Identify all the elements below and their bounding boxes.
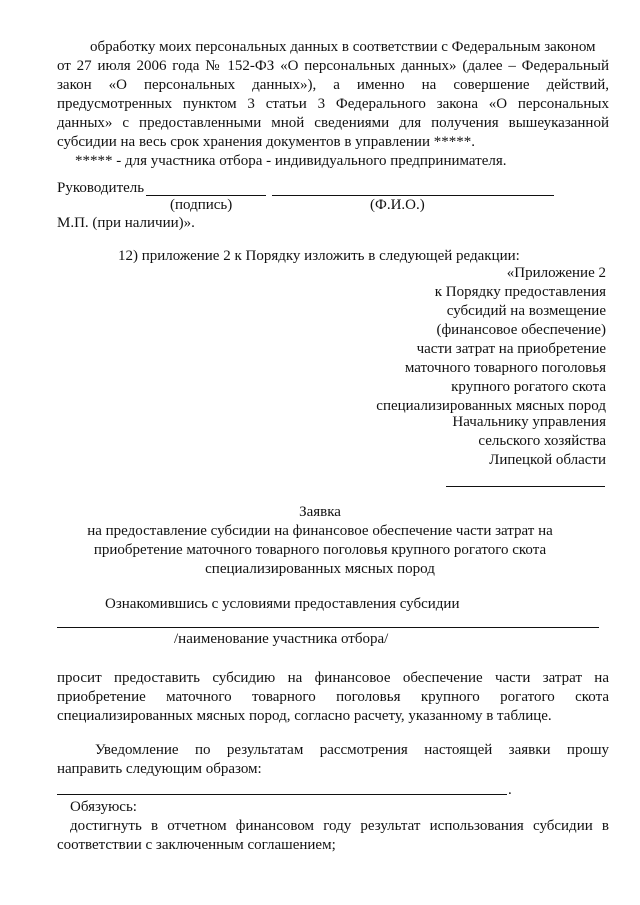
appendix-header-line: маточного товарного поголовья — [404, 360, 606, 376]
participant-name-line[interactable] — [57, 627, 599, 628]
notification-line-1: Уведомление по результатам рассмотрения настоящей заявки прошу — [95, 742, 609, 758]
head-label: Руководитель — [57, 180, 145, 196]
addressee-line: сельского хозяйства — [478, 433, 606, 449]
application-title: Заявка — [299, 504, 341, 520]
request-line-2: приобретение маточного товарного поголовья крупного рогатого скота — [57, 689, 609, 705]
footnote-text: ***** - для участника отбора - индивидуального предпринимателя. — [75, 153, 507, 169]
appendix-header-line: к Порядку предоставления — [434, 284, 606, 300]
participant-caption: /наименование участника отбора/ — [174, 631, 389, 647]
request-line-3: специализированных мясных пород, согласно расчету, указанному в таблице. — [57, 708, 552, 724]
addressee-line: Начальнику управления — [452, 414, 606, 430]
obligation-line-1: достигнуть в отчетном финансовом году результат использования субсидии в — [70, 818, 609, 834]
consent-line-3: закон «О персональных данных»), а именно на совершение действий, — [57, 77, 609, 93]
application-subtitle-line: специализированных мясных пород — [205, 561, 435, 577]
application-subtitle-line: на предоставление субсидии на финансовое обеспечение части затрат на — [87, 523, 553, 539]
appendix-header-line: субсидий на возмещение — [446, 303, 606, 319]
consent-line-4: предусмотренных пунктом 3 статьи 3 Федерального закона «О персональных — [57, 96, 609, 112]
intro-text: Ознакомившись с условиями предоставления субсидии — [105, 596, 460, 612]
consent-line-5: данных» с предоставленными мной сведениями для получения вышеуказанной — [57, 115, 609, 131]
notification-end: . — [508, 782, 512, 798]
addressee-line: Липецкой области — [489, 452, 606, 468]
application-subtitle-line: приобретение маточного товарного поголовья крупного рогатого скота — [93, 542, 547, 558]
stamp-note: М.П. (при наличии)». — [57, 215, 195, 231]
appendix-header-line: части затрат на приобретение — [416, 341, 606, 357]
notification-line-2: направить следующим образом: — [57, 761, 262, 777]
appendix-header-line: «Приложение 2 — [506, 265, 606, 281]
appendix-header-line: крупного рогатого скота — [451, 379, 606, 395]
request-line-1: просит предоставить субсидию на финансовое обеспечение части затрат на — [57, 670, 609, 686]
appendix-header-line: специализированных мясных пород — [376, 398, 606, 414]
obligation-label: Обязуюсь: — [70, 799, 137, 815]
obligation-line-2: соответствии с заключенным соглашением; — [57, 837, 336, 853]
name-caption: (Ф.И.О.) — [370, 197, 425, 213]
addressee-signature-line — [446, 486, 605, 487]
consent-line-1: обработку моих персональных данных в соответствии с Федеральным законом — [90, 39, 596, 55]
consent-line-2: от 27 июля 2006 года № 152-ФЗ «О персональных данных» (далее – Федеральный — [57, 58, 609, 74]
amendment-item: 12) приложение 2 к Порядку изложить в следующей редакции: — [118, 248, 520, 264]
signature-caption: (подпись) — [170, 197, 233, 213]
consent-line-6: субсидии на весь срок хранения документов в управлении *****. — [57, 134, 475, 150]
appendix-header-line: (финансовое обеспечение) — [436, 322, 606, 338]
notification-method-line[interactable] — [57, 794, 507, 795]
